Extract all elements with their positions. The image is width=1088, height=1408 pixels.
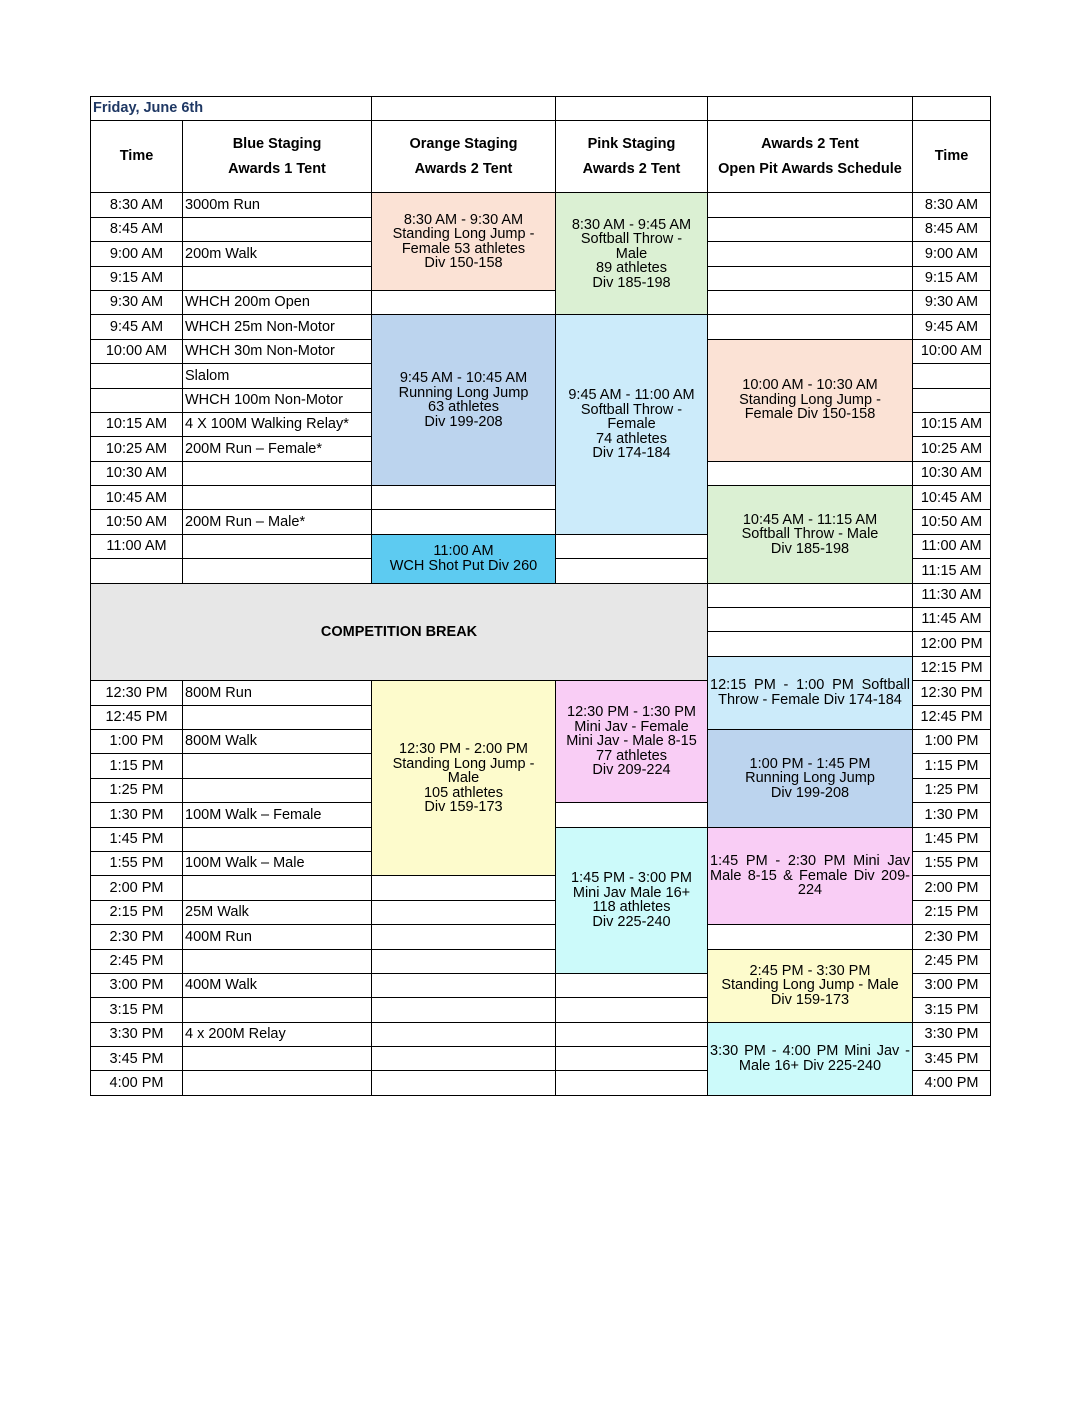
empty-cell — [708, 193, 913, 217]
event-cell: Slalom — [183, 364, 372, 388]
event-cell — [183, 217, 372, 241]
empty-cell — [372, 510, 556, 534]
time-cell-right — [913, 364, 991, 388]
schedule-table — [90, 96, 991, 1096]
time-cell-right: 4:00 PM — [913, 1071, 991, 1095]
empty-cell — [556, 998, 708, 1022]
time-cell: 10:00 AM — [91, 339, 183, 363]
event-cell — [183, 486, 372, 510]
time-cell-right: 9:15 AM — [913, 266, 991, 290]
time-cell: 10:15 AM — [91, 412, 183, 436]
event-cell — [183, 1071, 372, 1095]
event-cell: WHCH 30m Non-Motor — [183, 339, 372, 363]
empty-cell — [372, 486, 556, 510]
time-cell-right — [913, 388, 991, 412]
event-cell — [183, 705, 372, 729]
schedule-block: 11:00 AM WCH Shot Put Div 260 — [372, 534, 556, 583]
empty-cell — [372, 949, 556, 973]
event-cell — [183, 778, 372, 802]
empty-cell — [372, 1047, 556, 1071]
table-row — [91, 315, 991, 339]
time-cell-right: 12:30 PM — [913, 681, 991, 705]
event-cell: 800M Run — [183, 681, 372, 705]
schedule-block: 12:30 PM - 2:00 PM Standing Long Jump - Male 105 athletes Div 159-173 — [372, 681, 556, 876]
time-cell-right: 1:30 PM — [913, 803, 991, 827]
table-row — [91, 290, 991, 314]
empty-cell — [372, 900, 556, 924]
empty-cell — [708, 608, 913, 632]
time-cell-right: 3:00 PM — [913, 973, 991, 997]
time-cell: 12:45 PM — [91, 705, 183, 729]
table-row — [91, 193, 991, 217]
empty-cell — [556, 534, 708, 558]
event-cell: 4 X 100M Walking Relay* — [183, 412, 372, 436]
empty-cell — [372, 1071, 556, 1095]
empty-cell — [372, 998, 556, 1022]
empty-cell — [708, 632, 913, 656]
event-cell — [183, 559, 372, 583]
time-cell-right: 2:15 PM — [913, 900, 991, 924]
empty-cell — [556, 973, 708, 997]
empty-cell — [708, 461, 913, 485]
time-cell-right: 8:30 AM — [913, 193, 991, 217]
time-cell-right: 1:45 PM — [913, 827, 991, 851]
time-cell: 3:00 PM — [91, 973, 183, 997]
schedule-block: 9:45 AM - 10:45 AM Running Long Jump 63 athletes Div 199-208 — [372, 315, 556, 486]
time-cell-right: 3:45 PM — [913, 1047, 991, 1071]
header-time: Time — [91, 121, 183, 193]
event-cell — [183, 461, 372, 485]
award-block: 12:15 PM - 1:00 PM Softball Throw - Female Div 174-184 — [708, 656, 913, 729]
time-cell-right: 10:45 AM — [913, 486, 991, 510]
time-cell-right: 11:15 AM — [913, 559, 991, 583]
event-cell — [183, 754, 372, 778]
time-cell-right: 8:45 AM — [913, 217, 991, 241]
time-cell-right: 1:00 PM — [913, 729, 991, 753]
empty-cell — [708, 925, 913, 949]
event-cell: WHCH 200m Open — [183, 290, 372, 314]
award-block: 2:45 PM - 3:30 PM Standing Long Jump - Male Div 159-173 — [708, 949, 913, 1022]
time-cell: 10:30 AM — [91, 461, 183, 485]
time-cell: 2:00 PM — [91, 876, 183, 900]
schedule-block: 8:30 AM - 9:45 AM Softball Throw - Male 89 athletes Div 185-198 — [556, 193, 708, 315]
time-cell-right: 12:45 PM — [913, 705, 991, 729]
time-cell: 1:45 PM — [91, 827, 183, 851]
empty-cell — [372, 290, 556, 314]
event-cell: 400M Walk — [183, 973, 372, 997]
event-cell — [183, 827, 372, 851]
time-cell: 1:15 PM — [91, 754, 183, 778]
event-cell: 200M Run – Female* — [183, 437, 372, 461]
time-cell: 9:30 AM — [91, 290, 183, 314]
time-cell-right: 3:15 PM — [913, 998, 991, 1022]
time-cell-right: 1:25 PM — [913, 778, 991, 802]
award-block: 1:45 PM - 2:30 PM Mini Jav Male 8-15 & Female Div 209-224 — [708, 827, 913, 925]
time-cell-right: 10:25 AM — [913, 437, 991, 461]
time-cell: 10:50 AM — [91, 510, 183, 534]
empty-cell — [556, 803, 708, 827]
event-cell: 800M Walk — [183, 729, 372, 753]
time-cell-right: 11:45 AM — [913, 608, 991, 632]
table-row — [91, 1022, 991, 1046]
time-cell-right: 12:00 PM — [913, 632, 991, 656]
time-cell-right: 11:30 AM — [913, 583, 991, 607]
event-cell: 100M Walk – Female — [183, 803, 372, 827]
event-cell: 200M Run – Male* — [183, 510, 372, 534]
schedule-block: 8:30 AM - 9:30 AM Standing Long Jump - Female 53 athletes Div 150-158 — [372, 193, 556, 291]
empty-cell — [708, 217, 913, 241]
table-row — [91, 583, 991, 607]
time-cell-right: 10:15 AM — [913, 412, 991, 436]
table-row — [91, 486, 991, 510]
event-cell: 3000m Run — [183, 193, 372, 217]
event-cell: 400M Run — [183, 925, 372, 949]
time-cell-right: 10:00 AM — [913, 339, 991, 363]
empty-cell — [556, 1047, 708, 1071]
time-cell: 1:25 PM — [91, 778, 183, 802]
event-cell: 4 x 200M Relay — [183, 1022, 372, 1046]
time-cell-right: 12:15 PM — [913, 656, 991, 680]
empty-cell — [372, 876, 556, 900]
event-cell — [183, 949, 372, 973]
time-cell: 9:15 AM — [91, 266, 183, 290]
time-cell-right: 11:00 AM — [913, 534, 991, 558]
empty-cell — [708, 315, 913, 339]
time-cell: 12:30 PM — [91, 681, 183, 705]
competition-break: COMPETITION BREAK — [91, 583, 708, 681]
time-cell-right: 10:50 AM — [913, 510, 991, 534]
header-blue-staging: Blue Staging Awards 1 Tent — [183, 121, 372, 193]
header-awards-2-tent: Awards 2 Tent Open Pit Awards Schedule — [708, 121, 913, 193]
time-cell-right: 1:15 PM — [913, 754, 991, 778]
event-cell: 100M Walk – Male — [183, 851, 372, 875]
header-pink-staging: Pink Staging Awards 2 Tent — [556, 121, 708, 193]
time-cell-right: 2:00 PM — [913, 876, 991, 900]
award-block: 10:00 AM - 10:30 AM Standing Long Jump - Female Div 150-158 — [708, 339, 913, 461]
time-cell-right: 3:30 PM — [913, 1022, 991, 1046]
empty-cell — [372, 1022, 556, 1046]
table-row — [91, 949, 991, 973]
time-cell: 10:25 AM — [91, 437, 183, 461]
time-cell: 2:30 PM — [91, 925, 183, 949]
time-cell — [91, 559, 183, 583]
header-time-right: Time — [913, 121, 991, 193]
empty-cell — [372, 925, 556, 949]
award-block: 10:45 AM - 11:15 AM Softball Throw - Male Div 185-198 — [708, 486, 913, 584]
page-title: Friday, June 6th — [91, 97, 372, 121]
time-cell-right: 2:30 PM — [913, 925, 991, 949]
event-cell — [183, 534, 372, 558]
time-cell-right: 10:30 AM — [913, 461, 991, 485]
time-cell-right: 9:00 AM — [913, 242, 991, 266]
time-cell: 2:15 PM — [91, 900, 183, 924]
award-block: 3:30 PM - 4:00 PM Mini Jav - Male 16+ Div 225-240 — [708, 1022, 913, 1095]
schedule-block: 12:30 PM - 1:30 PM Mini Jav - Female Mini Jav - Male 8-15 77 athletes Div 209-224 — [556, 681, 708, 803]
event-cell: 200m Walk — [183, 242, 372, 266]
empty-cell — [708, 242, 913, 266]
time-cell: 8:45 AM — [91, 217, 183, 241]
empty-cell — [708, 583, 913, 607]
empty-cell — [556, 559, 708, 583]
event-cell — [183, 998, 372, 1022]
time-cell-right: 2:45 PM — [913, 949, 991, 973]
time-cell: 9:00 AM — [91, 242, 183, 266]
header-orange-staging: Orange Staging Awards 2 Tent — [372, 121, 556, 193]
empty-cell — [708, 266, 913, 290]
time-cell: 8:30 AM — [91, 193, 183, 217]
event-cell: WHCH 100m Non-Motor — [183, 388, 372, 412]
event-cell: 25M Walk — [183, 900, 372, 924]
time-cell-right: 9:45 AM — [913, 315, 991, 339]
empty-cell — [556, 1022, 708, 1046]
time-cell-right: 1:55 PM — [913, 851, 991, 875]
time-cell: 1:00 PM — [91, 729, 183, 753]
schedule-block: 9:45 AM - 11:00 AM Softball Throw - Female 74 athletes Div 174-184 — [556, 315, 708, 535]
time-cell: 9:45 AM — [91, 315, 183, 339]
schedule-block: 1:45 PM - 3:00 PM Mini Jav Male 16+ 118 athletes Div 225-240 — [556, 827, 708, 973]
table-row — [91, 925, 991, 949]
time-cell: 10:45 AM — [91, 486, 183, 510]
event-cell: WHCH 25m Non-Motor — [183, 315, 372, 339]
event-cell — [183, 876, 372, 900]
time-cell: 3:45 PM — [91, 1047, 183, 1071]
time-cell: 4:00 PM — [91, 1071, 183, 1095]
time-cell-right: 9:30 AM — [913, 290, 991, 314]
time-cell: 3:30 PM — [91, 1022, 183, 1046]
empty-cell — [372, 973, 556, 997]
event-cell — [183, 266, 372, 290]
award-block: 1:00 PM - 1:45 PM Running Long Jump Div 199-208 — [708, 729, 913, 827]
time-cell: 1:30 PM — [91, 803, 183, 827]
time-cell: 3:15 PM — [91, 998, 183, 1022]
empty-cell — [556, 1071, 708, 1095]
time-cell — [91, 364, 183, 388]
event-cell — [183, 1047, 372, 1071]
time-cell: 1:55 PM — [91, 851, 183, 875]
time-cell — [91, 388, 183, 412]
time-cell: 2:45 PM — [91, 949, 183, 973]
time-cell: 11:00 AM — [91, 534, 183, 558]
empty-cell — [708, 290, 913, 314]
